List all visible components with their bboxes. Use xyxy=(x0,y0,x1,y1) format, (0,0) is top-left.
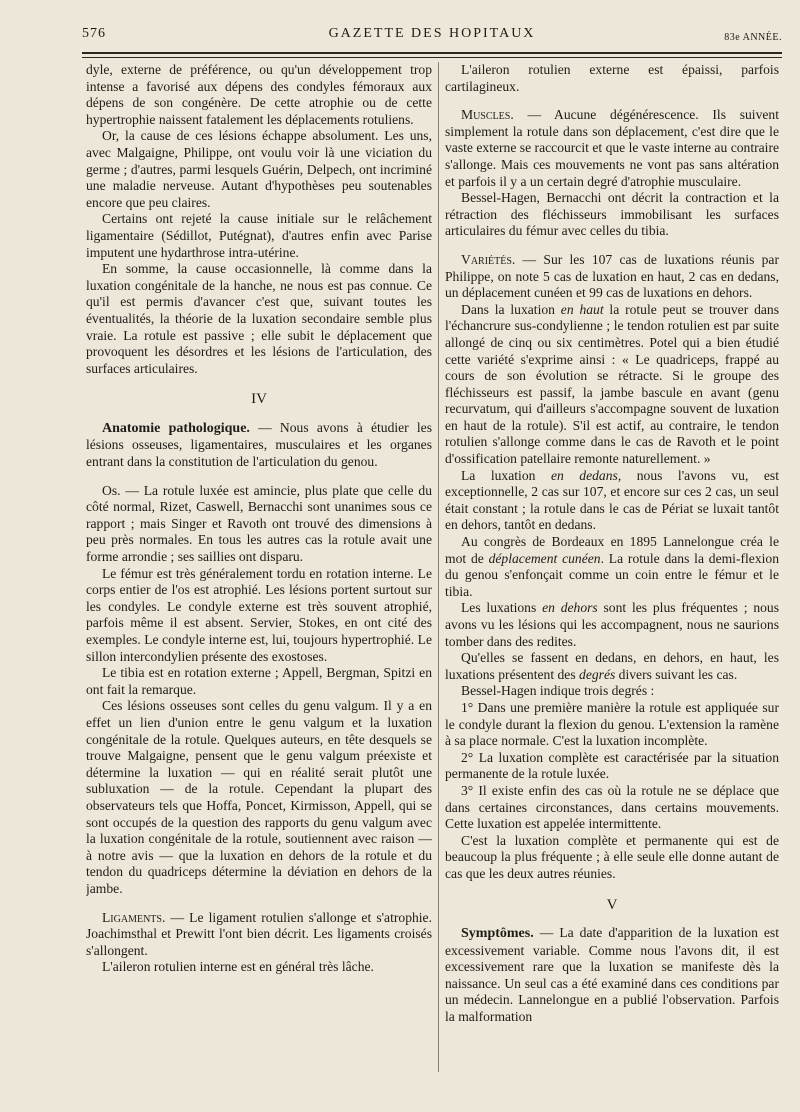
paragraph-muscles xyxy=(445,107,779,190)
right-column xyxy=(445,62,779,1102)
text-run: sont les plus fréquentes ; nous avons vu les lésions qui les accompagnent, nous ne saurions tomber dans des redites. xyxy=(445,600,779,649)
italic-run: en dedans xyxy=(550,467,618,483)
text-run: Dans la luxation xyxy=(461,301,561,317)
paragraph: dyle, externe de préférence, ou qu'un développement trop intense a favorisé aux dépens des condyles fémoraux aux dépens de son congénère. De cette atrophie ou de cette hypertrophie naissent fatalement les déplacements rotuliens. xyxy=(86,62,432,127)
journal-year: 83e ANNÉE. xyxy=(724,32,782,43)
run-in-heading: Symptômes. xyxy=(461,926,534,942)
paragraph: 3° Il existe enfin des cas où la rotule ne se déplace que dans certaines circonstances, dans certains mouvements. Cette luxation est appelée intermittente. xyxy=(445,782,779,832)
paragraph: Bessel-Hagen, Bernacchi ont décrit la contraction et la rétraction des fléchisseurs immobilisant les surfaces articulaires du fémur avec celles du tibia. xyxy=(445,190,779,239)
section-heading-v: V xyxy=(606,896,618,913)
paragraph-text: — La rotule luxée est amincie, plus plate que celle du côté normal, Rizet, Caswell, Bernacchi sont unanimes sous ce rapport ; mais Singer et Ravoth ont trouvé des dimensions à peu près normales. En tous les autres cas la rotule avait une forme arrondie ; ses saillies ont disparu. xyxy=(86,482,432,565)
section-heading-iv: IV xyxy=(251,391,267,408)
paragraph-text: — Aucune dégénérescence. Ils suivent simplement la rotule dans son déplacement, c'est dire que le vaste externe se raccourcit et que le vaste interne au contraire s'allonge. Mais ces mouvements ne vont pas sans altération et parfois il y a un certain degré d'atrophie musculaire. xyxy=(445,107,779,189)
paragraph: Or, la cause de ces lésions échappe absolument. Les uns, avec Malgaigne, Philippe, ont voulu voir là une viciation du germe ; d'autres, parmi lesquels Guérin, Delpech, ont incriminé une maladie nerveuse. Autant d'hypothèses peu soutenables encore que peu claires. xyxy=(86,128,432,210)
page-header xyxy=(82,26,782,52)
run-in-heading: Ligaments. xyxy=(102,909,166,925)
text-run: . La rotule dans la demi-flexion du genou s'enfonçait comme un coin entre le fémur et le tibia. xyxy=(445,550,779,599)
paragraph: L'aileron rotulien interne est en général très lâche. xyxy=(102,959,374,975)
paragraph: Le tibia est en rotation externe ; Appell, Bergman, Spitzi en ont fait la remarque. xyxy=(86,665,432,697)
paragraph-text: — Sur les 107 cas de luxations réunis par Philippe, on note 5 cas de luxation en haut, 2 cas en dedans, un déplacement cunéen et 99 cas de luxations en dehors. xyxy=(445,251,779,301)
text-run: Au congrès de Bordeaux en 1895 Lannelongue créa le mot de xyxy=(445,534,779,566)
paragraph: 2° La luxation complète est caractérisée par la situation permanente de la rotule luxée. xyxy=(445,749,779,782)
italic-run: en dehors xyxy=(542,600,598,616)
text-run: La luxation xyxy=(461,467,551,483)
run-in-heading: Muscles. xyxy=(461,107,514,123)
run-in-heading: Anatomie pathologique. xyxy=(102,420,250,436)
run-in-heading: Variétés. xyxy=(461,251,516,267)
run-in-heading: Os. xyxy=(102,482,121,498)
header-rule-thick xyxy=(82,52,782,54)
italic-run: degrés xyxy=(579,666,616,682)
paragraph-varietes xyxy=(445,252,779,302)
paragraph xyxy=(445,302,779,468)
paragraph-text: — Le ligament rotulien s'allonge et s'atrophie. Joachimsthal et Prewitt l'ont bien décrit. Les ligaments croisés s'allongent. xyxy=(86,909,432,958)
paragraph: Ces lésions osseuses sont celles du genu valgum. Il y a en effet un lien d'union entre le genu valgum et la luxation congénitale de la rotule. Quelques auteurs, en tête desquels se trouve Malgaigne, pensent que le genu valgum préexiste et détermine la luxation — qui en réalité serait plutôt une subluxation — de la rotule. Cependant la plupart des observateurs tels que Hoffa, Poncet, Kirmisson, Appell, qui se sont occupés de la question des rapports du genu valgum avec la luxation congénitale de la rotule, soutiennent avec raison — à notre avis — que la luxation en dehors de la rotule et du tendon du quadriceps détermine la déviation en dehors de la jambe. xyxy=(86,698,432,896)
paragraph-anatomie xyxy=(86,420,432,471)
italic-run: déplacement cunéen xyxy=(488,550,601,566)
text-run: , nous l'avons vu, est exceptionnelle, 2 cas sur 107, et encore sur ces 2 cas, un seul était constant ; la rotule dans le cas de Périat se luxait tantôt en dehors, tantôt en dedans. xyxy=(445,467,779,533)
header-rule-thin xyxy=(82,57,782,58)
text-run: divers suivant les cas. xyxy=(615,666,738,682)
paragraph xyxy=(445,534,779,600)
paragraph: L'aileron rotulien externe est épaissi, parfois cartilagineux. xyxy=(445,62,779,94)
text-run: la rotule peut se trouver dans l'échancrure sus-condylienne ; le tendon rotulien est par suite allongé de cinq ou six centimètres. Potel qui a bien étudié cette variété s'exprime ainsi : « Le quadriceps, frappé au cours de son évolution se rétracte. Si le groupe des fléchisseurs est passif, la jambe bascule en avant (genu recurvatum, qui d'ailleurs s'accompagne souvent de luxation en haut de la rotule). S'il est actif, au contraire, le tendon rotulien s'allonge comme dans le cas de Ravoth et le point d'ossification patellaire remonte naturellement. » xyxy=(445,301,779,467)
paragraph xyxy=(445,650,779,683)
paragraph xyxy=(445,600,779,650)
paragraph xyxy=(445,468,779,534)
paragraph: 1° Dans une première manière la rotule est appliquée sur le condyle durant la flexion du genou. L'extension la ramène à sa place normale. C'est la luxation incomplète. xyxy=(445,699,779,749)
text-run: Les luxations xyxy=(461,600,543,616)
left-column xyxy=(86,62,432,1102)
paragraph: En somme, la cause occasionnelle, là comme dans la luxation congénitale de la hanche, ne nous est pas connue. Ce qu'il est permis d'avancer c'est que, suivant toutes les éventualités, la théorie de la luxation secondaire semble plus vraie. La rotule est passive ; elle subit le déplacement que provoquent les désordres et les lésions de l'articulation, des surfaces articulaires. xyxy=(86,261,432,376)
paragraph: Bessel-Hagen indique trois degrés : xyxy=(461,683,655,699)
paragraph-ligaments xyxy=(86,910,432,960)
page-number: 576 xyxy=(82,26,106,41)
paragraph-text: — Nous avons à étudier les lésions osseuses, ligamentaires, musculaires et les organes entrant dans la constitution de l'articulation du genou. xyxy=(86,419,432,470)
paragraph: C'est la luxation complète et permanente qui est de beaucoup la plus fréquente ; à elle seule elle donne autant de cas que les deux autres réunies. xyxy=(445,832,779,881)
paragraph-os xyxy=(86,483,432,566)
paragraph-symptomes xyxy=(445,925,779,1026)
paragraph: Le fémur est très généralement tordu en rotation interne. Le corps entier de l'os est atrophié. Les lésions portent surtout sur les condyles. Le condyle externe est très souvent atrophié, parfois même il est absent. Servier, Stokes, en ont cité des exemples. Le condyle interne est, lui, toujours hypertrophié. Le sillon intercondylien présente des exostoses. xyxy=(86,565,432,664)
column-divider xyxy=(438,62,439,1072)
italic-run: en haut xyxy=(560,301,604,317)
text-run: Qu'elles se fassent en dedans, en dehors, en haut, les luxations présentent des xyxy=(445,650,779,682)
journal-title: GAZETTE DES HOPITAUX xyxy=(328,26,536,41)
paragraph-text: — La date d'apparition de la luxation est excessivement variable. Comme nous l'avons dit, il est excessivement rare que la luxation se manifeste dès la naissance. Un seul cas a été examiné dans ces conditions par un médecin. Lannelongue en a publié l'observation. Parfois la malformation xyxy=(445,925,779,1025)
paragraph: Certains ont rejeté la cause initiale sur le relâchement ligamentaire (Sédillot, Putégnat), d'autres enfin avec Parise imputent une hydarthrose intra-utérine. xyxy=(86,211,432,260)
